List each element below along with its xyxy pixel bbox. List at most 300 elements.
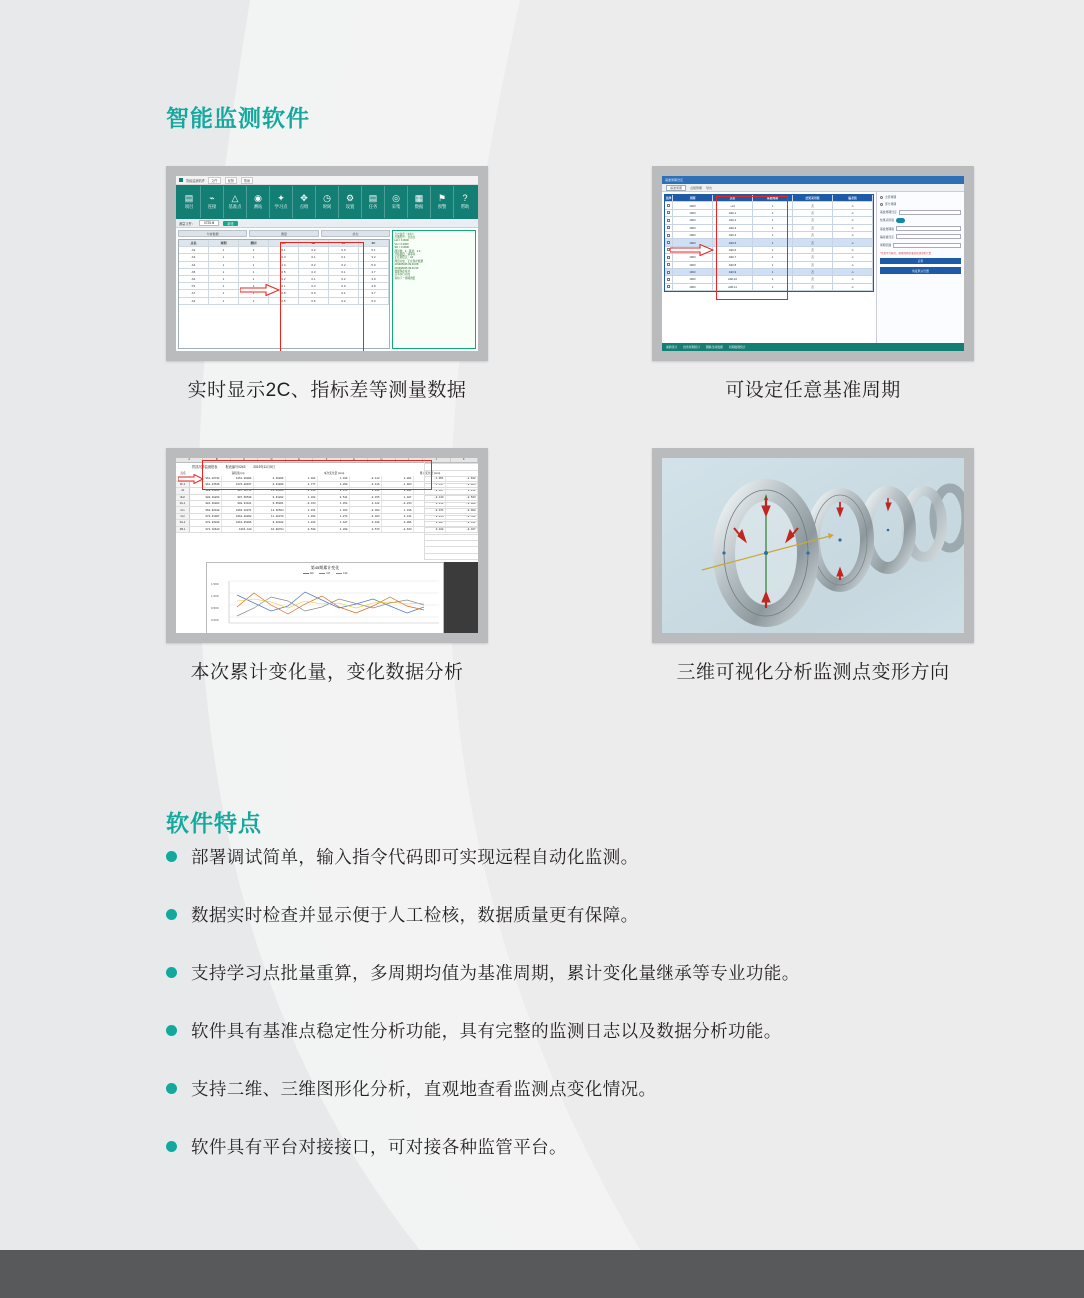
table-row[interactable] — [179, 254, 389, 261]
screenshot-frame-3 — [166, 448, 488, 643]
cell: 1 — [239, 247, 269, 253]
app-logo-icon — [179, 178, 183, 182]
cell: 否 — [793, 239, 833, 245]
cell: -1.983 — [382, 482, 414, 487]
cell: A90-11 — [713, 284, 753, 290]
cell: 1.323 — [318, 507, 350, 512]
col-letter: J — [423, 458, 450, 462]
link-icon: ⌁ — [209, 193, 215, 203]
cell: 1903 — [673, 210, 713, 216]
cell: -1 — [833, 254, 873, 260]
cell: -1 — [833, 225, 873, 231]
row-label: -31 — [176, 488, 190, 493]
cell: 1.187 — [318, 520, 350, 525]
ribbon-button-connect[interactable] — [201, 186, 224, 218]
report-date: 2019年11月5日 — [253, 464, 276, 469]
callout-arrow-icon — [240, 284, 280, 296]
panel-headers — [178, 230, 390, 237]
row-label: 3G-2 — [176, 520, 190, 525]
reset-defaults-button[interactable]: 恢复默认设置 — [880, 267, 961, 273]
cell: A90-3 — [713, 225, 753, 231]
radio-all-periods[interactable] — [880, 195, 961, 199]
cell: 1.316 — [382, 507, 414, 512]
field-label: 基准周期设定 — [880, 210, 897, 215]
screenshot-card-1 — [166, 166, 488, 402]
ribbon-label-6: 时间 — [322, 204, 332, 209]
ribbon-label-11: 预警 — [437, 204, 447, 209]
cell: 1.322 — [286, 495, 318, 500]
cell: 0.6 — [299, 298, 329, 304]
panel-header-2: 状态 — [321, 230, 390, 237]
cell: -1 — [833, 217, 873, 223]
ribbon-label-4: 学习点 — [274, 204, 288, 209]
ribbon-button-settings[interactable] — [339, 186, 362, 218]
panel-header-0: 分析数据 — [178, 230, 247, 237]
cell: 1903 — [673, 276, 713, 282]
screenshot-card-4 — [652, 448, 974, 684]
tab-baseline[interactable]: 基准周期 — [666, 185, 686, 191]
ribbon-label-1: 连接 — [207, 204, 217, 209]
cell: 1 — [753, 254, 793, 260]
ribbon-button-pointgroup[interactable] — [293, 186, 316, 218]
ribbon-button-data[interactable] — [408, 186, 431, 218]
table-row[interactable] — [665, 225, 873, 232]
list-item — [166, 1019, 926, 1043]
point-col-label: 点名 — [180, 471, 186, 475]
cell: 否 — [793, 269, 833, 275]
cell: 1903 — [673, 284, 713, 290]
svg-text:0.000: 0.000 — [211, 618, 219, 622]
report-no: 报表编号0243 — [225, 464, 246, 469]
cell: 0.1 — [329, 254, 359, 260]
cell: 2.777 — [286, 482, 318, 487]
ribbon-label-7: 设置 — [345, 204, 355, 209]
cell: 0.511 — [318, 495, 350, 500]
window-titlebar — [176, 176, 478, 185]
table-row[interactable] — [179, 298, 389, 305]
cell: A4 — [179, 262, 209, 268]
recalc-button[interactable]: 重新统计 — [666, 345, 678, 349]
cell: 972.10613 — [190, 527, 222, 532]
cell: 1.813 — [286, 520, 318, 525]
cell: 0.144 — [350, 488, 382, 493]
cell: 5.0 — [359, 262, 389, 268]
cell: A90-6 — [713, 247, 753, 253]
cell: A5 — [179, 269, 209, 275]
footer-bar — [0, 1250, 1084, 1298]
cell: 1903 — [673, 269, 713, 275]
cell: 997.66539 — [222, 495, 254, 500]
cell: +x3 — [713, 202, 753, 208]
table-row[interactable] — [179, 290, 389, 297]
row-checkbox[interactable] — [665, 202, 673, 208]
cell: 0.2 — [299, 247, 329, 253]
cell: 1 — [239, 276, 269, 282]
cell: 0.1 — [329, 269, 359, 275]
cell: -1 — [833, 269, 873, 275]
row-checkbox[interactable] — [665, 269, 673, 275]
graduation-icon: ✦ — [277, 193, 285, 203]
row-label: 3B-1 — [176, 527, 190, 532]
table-row[interactable] — [179, 283, 389, 290]
cell: -1 — [833, 202, 873, 208]
cell: A90-8 — [713, 262, 753, 268]
3d-visualization-view — [662, 458, 964, 633]
ribbon-button-capture[interactable] — [385, 186, 408, 218]
cell: 958.92188 — [190, 507, 222, 512]
cell: 否 — [793, 217, 833, 223]
ribbon-label-0: 项目 — [184, 204, 194, 209]
cell: -0.988 — [446, 501, 478, 506]
cell: -0.313 — [286, 501, 318, 506]
trend-chart[interactable] — [206, 562, 444, 633]
th-5: dZ — [329, 240, 359, 246]
cell: 0.234 — [414, 501, 446, 506]
features-list — [166, 845, 926, 1193]
cell: 978.83018 — [190, 520, 222, 525]
ribbon-button-alarm[interactable] — [431, 186, 454, 218]
cell: 否 — [793, 210, 833, 216]
cell: 1061.85896 — [222, 520, 254, 525]
field-offset-value[interactable] — [880, 234, 961, 239]
cell: 961.49734 — [190, 476, 222, 481]
cell: 2.084 — [382, 476, 414, 481]
cell: 1 — [753, 210, 793, 216]
cell: 0.3 — [299, 269, 329, 275]
cell: A6 — [179, 276, 209, 282]
delete-current-button[interactable]: 删除当前数据 — [706, 345, 723, 349]
cell: 11.05469 — [254, 488, 286, 493]
tab-export[interactable]: 导出 — [706, 185, 713, 190]
field-label: 结果采用值 — [880, 218, 894, 223]
bullet-icon — [166, 1025, 177, 1036]
th-2: 测回 — [239, 240, 269, 246]
th-4: dE — [299, 240, 329, 246]
list-item — [166, 1135, 926, 1159]
cell: 9.61282 — [254, 495, 286, 500]
new-file-button[interactable]: 新建 — [223, 221, 237, 226]
cell: -0.988 — [446, 507, 478, 512]
screenshot-frame-1 — [166, 166, 488, 361]
log-line: 开始测量，请等待... — [394, 252, 418, 256]
cell: -1 — [833, 239, 873, 245]
feature-text: 数据实时检查并显示便于人工检核，数据质量更有保障。 — [191, 905, 639, 925]
cell: -0.966 — [446, 482, 478, 487]
help-icon: ? — [462, 193, 468, 203]
table-row[interactable] — [179, 247, 389, 254]
log-line: 2019/05/25 09:40:08 — [394, 263, 419, 267]
point-icon: ✥ — [300, 193, 308, 203]
toggle-switch[interactable] — [896, 218, 905, 223]
cell: 961.43546 — [190, 482, 222, 487]
cell: 0.0 — [329, 283, 359, 289]
cell: 4.7 — [359, 269, 389, 275]
log-title: 日志信息（实时） — [394, 232, 416, 236]
table-row[interactable] — [665, 202, 873, 209]
window-titlebar-2 — [662, 176, 964, 184]
folder-icon: ▤ — [184, 193, 194, 203]
log-line: VA = 0.0000 — [394, 242, 409, 246]
row-checkbox[interactable] — [665, 210, 673, 216]
th-1: 周期 — [209, 240, 239, 246]
cell: 981.38883 — [190, 501, 222, 506]
cell: -1 — [833, 210, 873, 216]
cell: 否 — [793, 262, 833, 268]
th2-1: 周期 — [673, 195, 713, 201]
cell: 3.9 — [359, 276, 389, 282]
ribbon-button-station[interactable] — [247, 186, 270, 218]
cell: 0.2 — [299, 262, 329, 268]
col-letter: D — [258, 458, 285, 462]
radio-partial-periods[interactable] — [880, 202, 961, 206]
field-result-value[interactable] — [880, 218, 961, 223]
screenshot-card-3 — [166, 448, 488, 684]
row-label: 3H2 — [176, 495, 190, 500]
empty-side-cells — [424, 458, 478, 562]
callout-arrow-icon — [670, 244, 714, 256]
table-row[interactable] — [179, 276, 389, 283]
cell: 8.64889 — [254, 482, 286, 487]
cell: -0.971 — [414, 507, 446, 512]
caption-4: 三维可视化分析监测点变形方向 — [676, 662, 950, 683]
row-checkbox[interactable] — [665, 217, 673, 223]
cell: A90-5 — [713, 239, 753, 245]
window-title-text-2: 基准周期设定 — [665, 178, 684, 182]
table-row[interactable] — [179, 262, 389, 269]
cell: 1903 — [673, 225, 713, 231]
cell: 0.5 — [269, 269, 299, 275]
cell: P1 — [179, 283, 209, 289]
bullet-icon — [166, 1083, 177, 1094]
cell: 0.122 — [350, 501, 382, 506]
cell: 1 — [239, 283, 269, 289]
group-header: 高程值 (m) — [231, 471, 245, 475]
log-line: 任务执行完成 — [394, 273, 411, 277]
table-row[interactable] — [665, 269, 873, 276]
same-period-stat-button[interactable]: 同期数据统计 — [728, 345, 746, 349]
cell: 否 — [793, 276, 833, 282]
cell: 0.2 — [329, 262, 359, 268]
cell: 0.573 — [350, 527, 382, 532]
radio-label: 全部周期 — [885, 195, 897, 199]
cell: A90-7 — [713, 254, 753, 260]
svg-text:1.000: 1.000 — [211, 594, 219, 598]
th2-2: 点名 — [713, 195, 753, 201]
field-baseline-value[interactable] — [880, 226, 961, 231]
ribbon-button-time[interactable] — [316, 186, 339, 218]
cell: 0.2 — [329, 276, 359, 282]
cell: 否 — [793, 254, 833, 260]
gear-icon: ⚙ — [345, 193, 355, 203]
measurement-table[interactable] — [178, 239, 390, 349]
cell: -1.951 — [414, 476, 446, 481]
panel-header-1: 测量 — [249, 230, 318, 237]
cell: -0.388 — [350, 507, 382, 512]
titlebar-tab-0[interactable]: 文件 — [208, 177, 220, 184]
table-row[interactable] — [665, 262, 873, 269]
cell: 988.19833 — [190, 495, 222, 500]
th-0: 点名 — [179, 240, 209, 246]
cell: 8.38889 — [254, 476, 286, 481]
ribbon-button-help[interactable] — [454, 186, 476, 218]
th-6: 2C — [359, 240, 389, 246]
feature-text: 支持二维、三维图形化分析，直观地查看监测点变化情况。 — [191, 1079, 657, 1099]
table-row[interactable] — [665, 232, 873, 239]
titlebar-tab-2[interactable]: 帮助 — [241, 177, 253, 184]
cell: A2 — [179, 247, 209, 253]
radio-label: 部分周期 — [885, 202, 897, 207]
cell: 1 — [239, 298, 269, 304]
col-letter: B — [203, 458, 230, 462]
list-item — [166, 1077, 926, 1101]
cell: 0.0 — [329, 247, 359, 253]
field-period-range[interactable] — [880, 243, 961, 248]
tab-pointgroup[interactable]: 点组管理 — [690, 185, 703, 190]
row-checkbox[interactable] — [665, 262, 673, 268]
cell: 0.918 — [350, 520, 382, 525]
cell: 1903 — [673, 217, 713, 223]
callout-arrow-icon — [178, 474, 204, 484]
cell: 1 — [209, 290, 239, 296]
caption-1: 实时显示2C、指标差等测量数据 — [187, 380, 467, 401]
ribbon-label-8: 任务 — [368, 204, 378, 209]
ribbon-label-3: 测站 — [253, 204, 263, 209]
cell: 978.81907 — [190, 514, 222, 519]
feature-text: 支持学习点批量重算，多周期均值为基准周期，累计变化量继承等专业功能。 — [191, 963, 800, 983]
cell: 1903 — [673, 239, 713, 245]
cell: -1 — [833, 276, 873, 282]
ribbon-button-task[interactable] — [362, 186, 385, 218]
ribbon-label-10: 数据 — [414, 204, 424, 209]
cell: -0.167 — [414, 488, 446, 493]
svg-text:0.500: 0.500 — [211, 606, 219, 610]
cell: A2 — [179, 298, 209, 304]
feature-text: 软件具有基准点稳定性分析功能，具有完整的监测日志以及数据分析功能。 — [191, 1021, 782, 1041]
titlebar-tab-1[interactable]: 视图 — [225, 177, 237, 184]
row-label: 3G-1 — [176, 501, 190, 506]
apply-button[interactable]: 应用 — [880, 258, 961, 264]
cell: 1 — [209, 283, 239, 289]
log-panel[interactable] — [392, 230, 476, 349]
file-value[interactable]: 0725.fil — [199, 220, 219, 226]
cell: 0.5 — [269, 298, 299, 304]
ribbon-button-datum[interactable] — [224, 186, 247, 218]
stat-by-period-button[interactable]: 按选周期统计 — [683, 345, 700, 349]
cell: A90-9 — [713, 269, 753, 275]
cell: -0.234 — [414, 514, 446, 519]
cell: 998.91101 — [222, 501, 254, 506]
cell: 1 — [209, 262, 239, 268]
ribbon-button-project[interactable] — [178, 186, 201, 218]
cell: 9.32482 — [254, 520, 286, 525]
svg-text:1.500: 1.500 — [211, 582, 219, 586]
caption-2: 可设定任意基准周期 — [725, 380, 901, 401]
tabstrip — [662, 184, 964, 192]
row-checkbox[interactable] — [665, 232, 673, 238]
table-row[interactable] — [665, 276, 873, 283]
cell: 3.7 — [359, 290, 389, 296]
alarm-icon: ⚑ — [437, 193, 447, 203]
page-title-monitoring: 智能监测软件 — [166, 105, 310, 131]
row-checkbox[interactable] — [665, 276, 673, 282]
field-label: 偏差值设定 — [880, 234, 894, 239]
table-row[interactable] — [179, 269, 389, 276]
cell: 1 — [753, 262, 793, 268]
group-header: 本次变化量 (mm) — [323, 471, 345, 475]
main-workspace — [176, 228, 478, 351]
cell: A90-2 — [713, 217, 753, 223]
tunnel-rings-3d — [662, 458, 964, 633]
cell: 1 — [209, 298, 239, 304]
log-line: 数据保存成功 — [394, 269, 411, 273]
cell: 0.538 — [286, 527, 318, 532]
cell: 1903 — [673, 254, 713, 260]
panel-note: *设置页可修改，需要周期基准值快速重新计算 — [880, 251, 931, 255]
cell: 0.1 — [329, 290, 359, 296]
cell: 1 — [753, 269, 793, 275]
cell: -0.116 — [350, 482, 382, 487]
row-checkbox[interactable] — [665, 284, 673, 290]
legend-label: 110 — [309, 572, 314, 575]
cell: 否 — [793, 284, 833, 290]
cell: 0.091 — [382, 488, 414, 493]
cell: 1 — [209, 276, 239, 282]
cell: 1.199 — [318, 476, 350, 481]
cell: -0.155 — [350, 495, 382, 500]
spreadsheet-report — [176, 458, 478, 633]
page-title-features: 软件特点 — [166, 810, 262, 836]
col-letter: E — [286, 458, 313, 462]
table-row[interactable] — [665, 284, 873, 291]
table-row[interactable] — [665, 217, 873, 224]
cell: A90-1 — [713, 210, 753, 216]
cell: A7 — [179, 290, 209, 296]
cell: 4.8 — [359, 283, 389, 289]
bullet-icon — [166, 967, 177, 978]
bullet-icon — [166, 1141, 177, 1152]
screenshot-frame-4 — [652, 448, 974, 643]
th2-4: 结果采用值 — [793, 195, 833, 201]
ribbon-label-5: 点组 — [299, 204, 309, 209]
cell: 1 — [239, 262, 269, 268]
cell: 1066.32971 — [222, 507, 254, 512]
cell: 0.3 — [269, 254, 299, 260]
capture-icon: ◎ — [392, 193, 400, 203]
row-checkbox[interactable] — [665, 225, 673, 231]
cell: 1 — [239, 290, 269, 296]
legend-label: 117 — [326, 572, 331, 575]
list-item — [166, 845, 926, 869]
chart-title: 第45期累计变化 — [310, 565, 340, 570]
cell: 11.38564 — [254, 507, 286, 512]
cell: 1903 — [673, 202, 713, 208]
cell: 1851.86008 — [222, 476, 254, 481]
cell: 1 — [753, 247, 793, 253]
cell: 1.208 — [318, 527, 350, 532]
field-baseline-period[interactable] — [880, 210, 961, 215]
ribbon-button-learnpoint[interactable] — [270, 186, 293, 218]
cell: 0.1 — [269, 283, 299, 289]
cell: -1.632 — [446, 476, 478, 481]
cell: 0.0 — [299, 290, 329, 296]
caption-3: 本次累计变化量，变化数据分析 — [190, 662, 464, 683]
cell: 9.95861 — [254, 501, 286, 506]
cell: A3 — [179, 254, 209, 260]
window-title-text: 智能监测软件 — [186, 178, 206, 183]
triangle-icon: △ — [231, 193, 239, 203]
cell: -0.419 — [414, 495, 446, 500]
table-row[interactable] — [665, 210, 873, 217]
